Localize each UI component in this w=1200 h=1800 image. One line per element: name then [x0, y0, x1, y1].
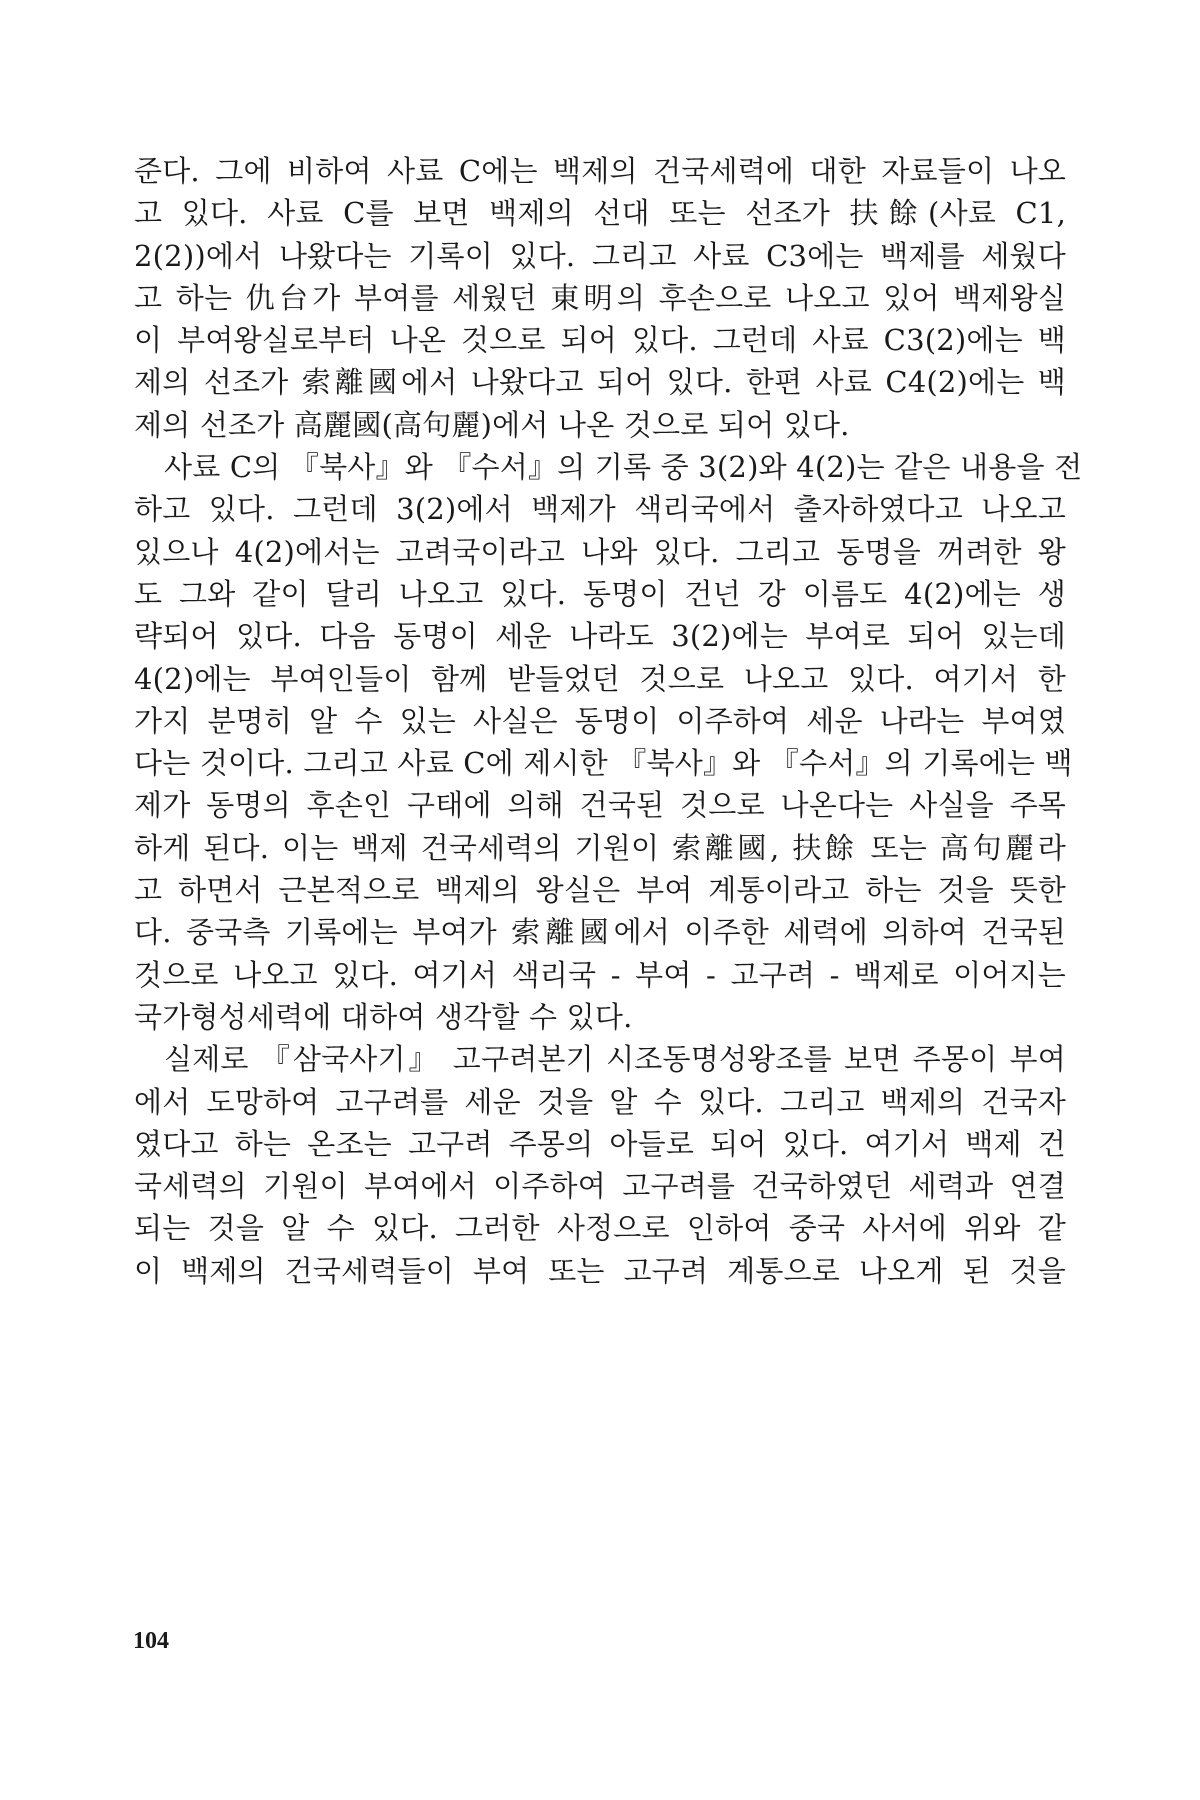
text-line: 있으나 4(2)에서는 고려국이라고 나와 있다. 그리고 동명을 꺼려한 왕 [134, 534, 1066, 569]
text-line: 하고 있다. 그런데 3(2)에서 백제가 색리국에서 출자하였다고 나오고 [134, 492, 1066, 527]
text-line: 다는 것이다. 그리고 사료 C에 제시한 『북사』와 『수서』의 기록에는 백 [134, 746, 1073, 781]
text-line: 고 있다. 사료 C를 보면 백제의 선대 또는 선조가 扶餘(사료 C1, [134, 196, 1066, 231]
text-line: 가지 분명히 알 수 있는 사실은 동명이 이주하여 세운 나라는 부여였 [134, 703, 1066, 738]
text-line: 되는 것을 알 수 있다. 그러한 사정으로 인하여 중국 사서에 위와 같 [134, 1211, 1066, 1246]
text-line: 략되어 있다. 다음 동명이 세운 나라도 3(2)에는 부여로 되어 있는데 [134, 619, 1066, 654]
text-line: 제의 선조가 索離國에서 나왔다고 되어 있다. 한편 사료 C4(2)에는 백 [134, 365, 1066, 400]
text-line: 국세력의 기원이 부여에서 이주하여 고구려를 건국하였던 세력과 연결 [134, 1169, 1066, 1204]
text-line: 사료 C의 『북사』와 『수서』의 기록 중 3(2)와 4(2)는 같은 내용을 전 [164, 450, 1083, 485]
body-text [134, 150, 1083, 1292]
text-line: 것으로 나오고 있다. 여기서 색리국 - 부여 - 고구려 - 백제로 이어지는 [134, 957, 1066, 992]
text-line: 제가 동명의 후손인 구태에 의해 건국된 것으로 나온다는 사실을 주목 [134, 788, 1066, 823]
text-line: 고 하는 仇台가 부여를 세웠던 東明의 후손으로 나오고 있어 백제왕실 [134, 280, 1066, 315]
text-line: 준다. 그에 비하여 사료 C에는 백제의 건국세력에 대한 자료들이 나오 [134, 154, 1066, 188]
text-line: 실제로 『삼국사기』 고구려본기 시조동명성왕조를 보면 주몽이 부여 [164, 1042, 1066, 1077]
text-line: 였다고 하는 온조는 고구려 주몽의 아들로 되어 있다. 여기서 백제 건 [134, 1126, 1066, 1161]
text-line: 4(2)에는 부여인들이 함께 받들었던 것으로 나오고 있다. 여기서 한 [134, 661, 1066, 696]
page-number: 104 [133, 1628, 169, 1654]
text-line: 제의 선조가 高麗國(高句麗)에서 나온 것으로 되어 있다. [134, 407, 850, 442]
text-line: 고 하면서 근본적으로 백제의 왕실은 부여 계통이라고 하는 것을 뜻한 [134, 873, 1066, 908]
text-line: 하게 된다. 이는 백제 건국세력의 기원이 索離國, 扶餘 또는 高句麗라 [134, 830, 1066, 865]
text-line: 도 그와 같이 달리 나오고 있다. 동명이 건넌 강 이름도 4(2)에는 생 [134, 576, 1066, 611]
text-line: 이 백제의 건국세력들이 부여 또는 고구려 계통으로 나오게 된 것을 [134, 1253, 1066, 1288]
text-line: 국가형성세력에 대하여 생각할 수 있다. [134, 999, 633, 1034]
text-line: 2(2))에서 나왔다는 기록이 있다. 그리고 사료 C3에는 백제를 세웠다 [134, 238, 1066, 273]
text-line: 다. 중국측 기록에는 부여가 索離國에서 이주한 세력에 의하여 건국된 [134, 915, 1066, 950]
text-line: 이 부여왕실로부터 나온 것으로 되어 있다. 그런데 사료 C3(2)에는 백 [134, 323, 1066, 358]
text-line: 에서 도망하여 고구려를 세운 것을 알 수 있다. 그리고 백제의 건국자 [134, 1084, 1066, 1119]
